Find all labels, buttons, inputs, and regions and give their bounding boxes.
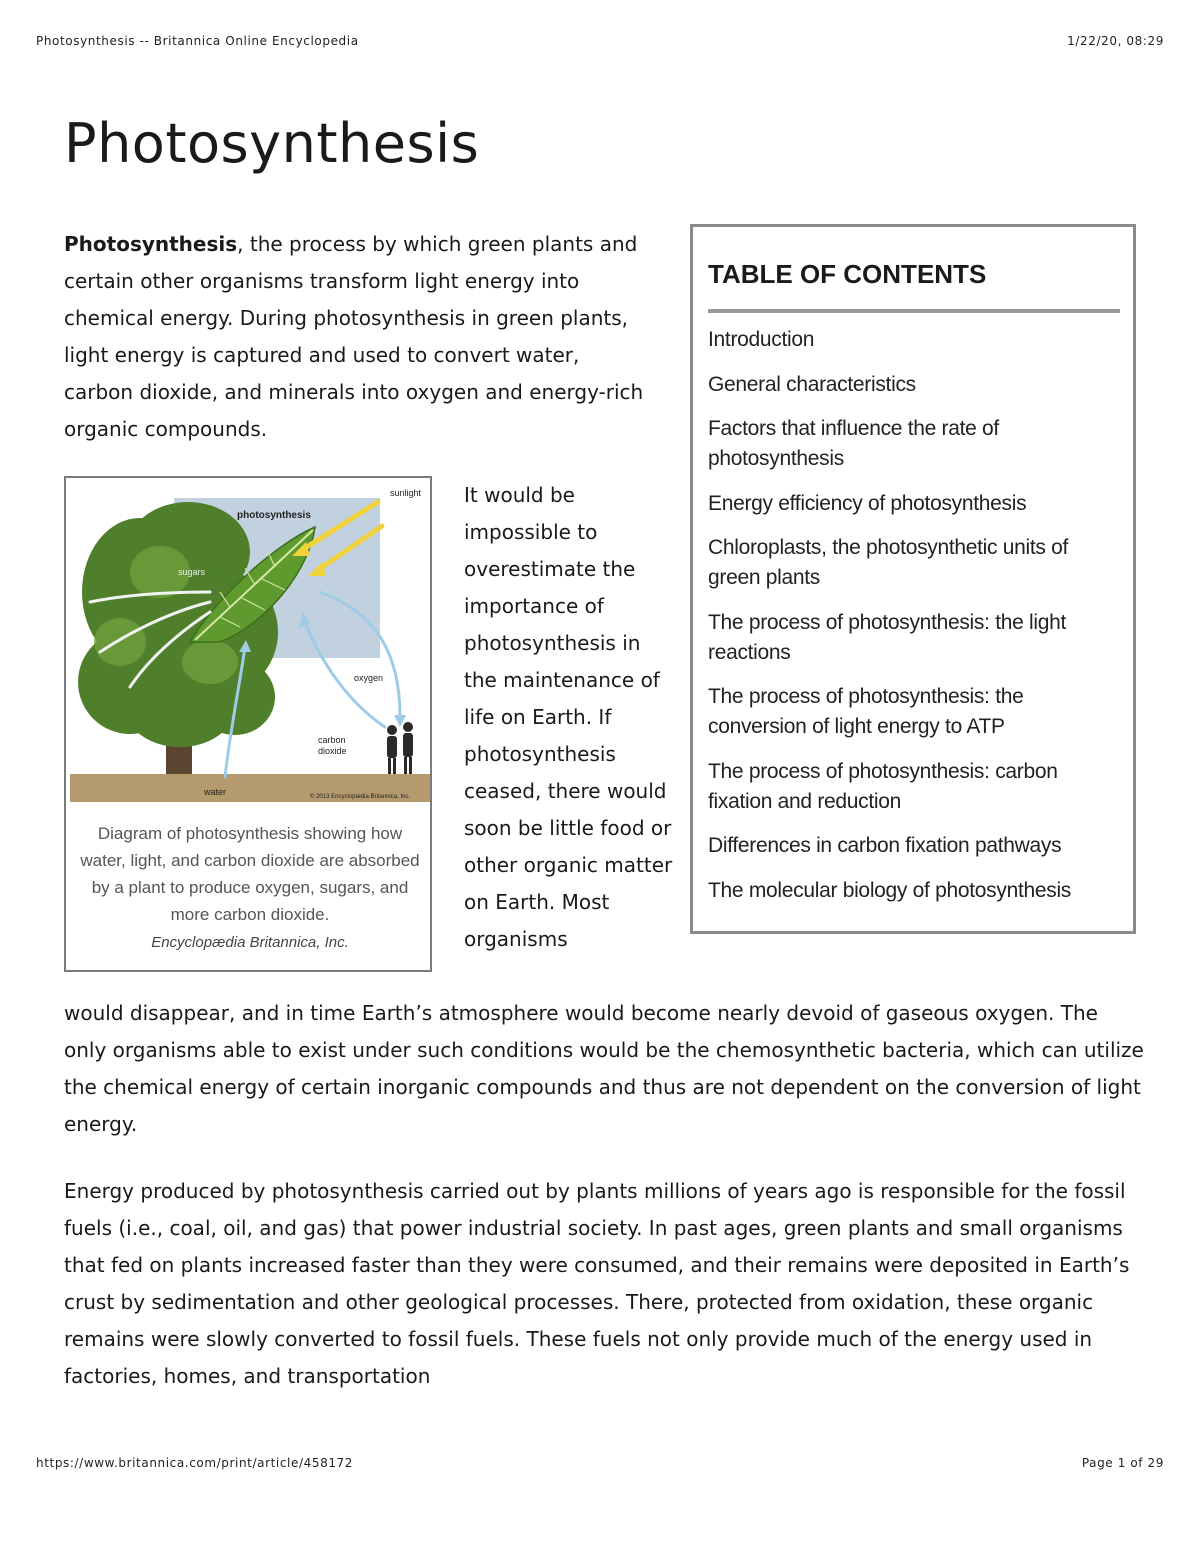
toc-link[interactable]: The molecular biology of photosynthesis	[708, 878, 1072, 902]
toc-link[interactable]: Differences in carbon fixation pathways	[708, 834, 1062, 857]
photosynthesis-figure[interactable]	[64, 476, 432, 972]
photosynthesis-diagram[interactable]	[70, 482, 430, 802]
label-sunlight: sunlight	[390, 488, 422, 498]
toc-list	[708, 325, 1120, 920]
toc-link[interactable]: Energy efficiency of photosynthesis	[708, 491, 1027, 515]
toc-divider	[708, 309, 1120, 313]
print-header-timestamp: 1/22/20, 08:29	[1067, 34, 1164, 48]
intro-text: , the process by which green plants and certain other organisms transform light energy into chemical energy. During photosynthesis in green plants, light energy is captured and used to convert water, carbon dioxide, and minerals into oxygen and energy-rich organic compounds.	[64, 232, 644, 441]
label-photosynthesis: photosynthesis	[237, 510, 311, 521]
paragraph-3: Energy produced by photosynthesis carried out by plants millions of years ago is responsible for the fossil fuels (i.e., coal, oil, and gas) that power industrial society. In past ages, green plants and small organisms that fed on plants increased faster than they were consumed, and their remains were deposited in Earth’s crust by sedimentation and other geological processes. There, protected from oxidation, these organic remains were slowly converted to fossil fuels. These fuels not only provide much of the energy used in factories, homes, and transportation	[64, 1179, 1130, 1388]
intro-paragraph	[64, 226, 654, 448]
toc-link[interactable]: The process of photosynthesis: the light reactions	[708, 610, 1067, 664]
intro-bold-term: Photosynthesis	[64, 232, 238, 256]
table-of-contents	[690, 224, 1136, 934]
toc-link[interactable]: The process of photosynthesis: carbon fixation and reduction	[708, 759, 1058, 813]
toc-link[interactable]: Chloroplasts, the photosynthetic units of green plants	[708, 536, 1069, 589]
figure-copyright: © 2013 Encyclopædia Britannica, Inc.	[310, 794, 411, 800]
figure-credit: Encyclopædia Britannica, Inc.	[151, 934, 349, 951]
figure-caption: Diagram of photosynthesis showing how water, light, and carbon dioxide are absorbed by a plant to produce oxygen, sugars, and more carbon dioxide.	[80, 824, 420, 924]
toc-heading: TABLE OF CONTENTS	[708, 259, 987, 289]
toc-item-carbon-fixation[interactable]	[708, 757, 1120, 817]
toc-item-introduction[interactable]	[708, 325, 1120, 355]
label-dioxide: dioxide	[318, 746, 347, 756]
page-title: Photosynthesis	[64, 112, 480, 175]
label-carbon: carbon	[318, 735, 346, 745]
toc-link[interactable]: The process of photosynthesis: the conversion of light energy to ATP	[708, 685, 1024, 738]
toc-item-energy-efficiency[interactable]	[708, 489, 1120, 519]
toc-item-factors-rate[interactable]	[708, 414, 1120, 474]
toc-item-light-reactions[interactable]	[708, 608, 1120, 668]
print-footer-page: Page 1 of 29	[1081, 1456, 1164, 1470]
toc-link[interactable]: General characteristics	[708, 372, 916, 396]
print-footer-url: https://www.britannica.com/print/article/458172	[36, 1456, 354, 1470]
toc-item-fixation-pathways[interactable]	[708, 831, 1120, 861]
toc-item-atp-conversion[interactable]	[708, 682, 1120, 742]
paragraph-2-wrapped: It would be impossible to overestimate the importance of photosynthesis in the maintenance of life on Earth. If photosynthesis ceased, there would soon be little food or other organic matter on Earth. Most organisms	[464, 483, 673, 951]
paragraph-2-continued: would disappear, and in time Earth’s atmosphere would become nearly devoid of gaseous oxygen. The only organisms able to exist under such conditions would be the chemosynthetic bacteria, which can utilize the chemical energy of certain inorganic compounds and thus are not dependent on the conversion of light energy.	[64, 1001, 1144, 1136]
toc-item-molecular-biology[interactable]	[708, 876, 1120, 906]
toc-item-general-characteristics[interactable]	[708, 370, 1120, 400]
toc-item-chloroplasts[interactable]	[708, 533, 1120, 593]
label-water: water	[204, 787, 227, 797]
label-sugars: sugars	[178, 567, 206, 577]
label-oxygen: oxygen	[354, 673, 384, 683]
toc-link[interactable]: Factors that influence the rate of photosynthesis	[708, 417, 999, 470]
toc-link[interactable]: Introduction	[708, 328, 815, 351]
print-header-title: Photosynthesis -- Britannica Online Encyclopedia	[36, 34, 359, 48]
